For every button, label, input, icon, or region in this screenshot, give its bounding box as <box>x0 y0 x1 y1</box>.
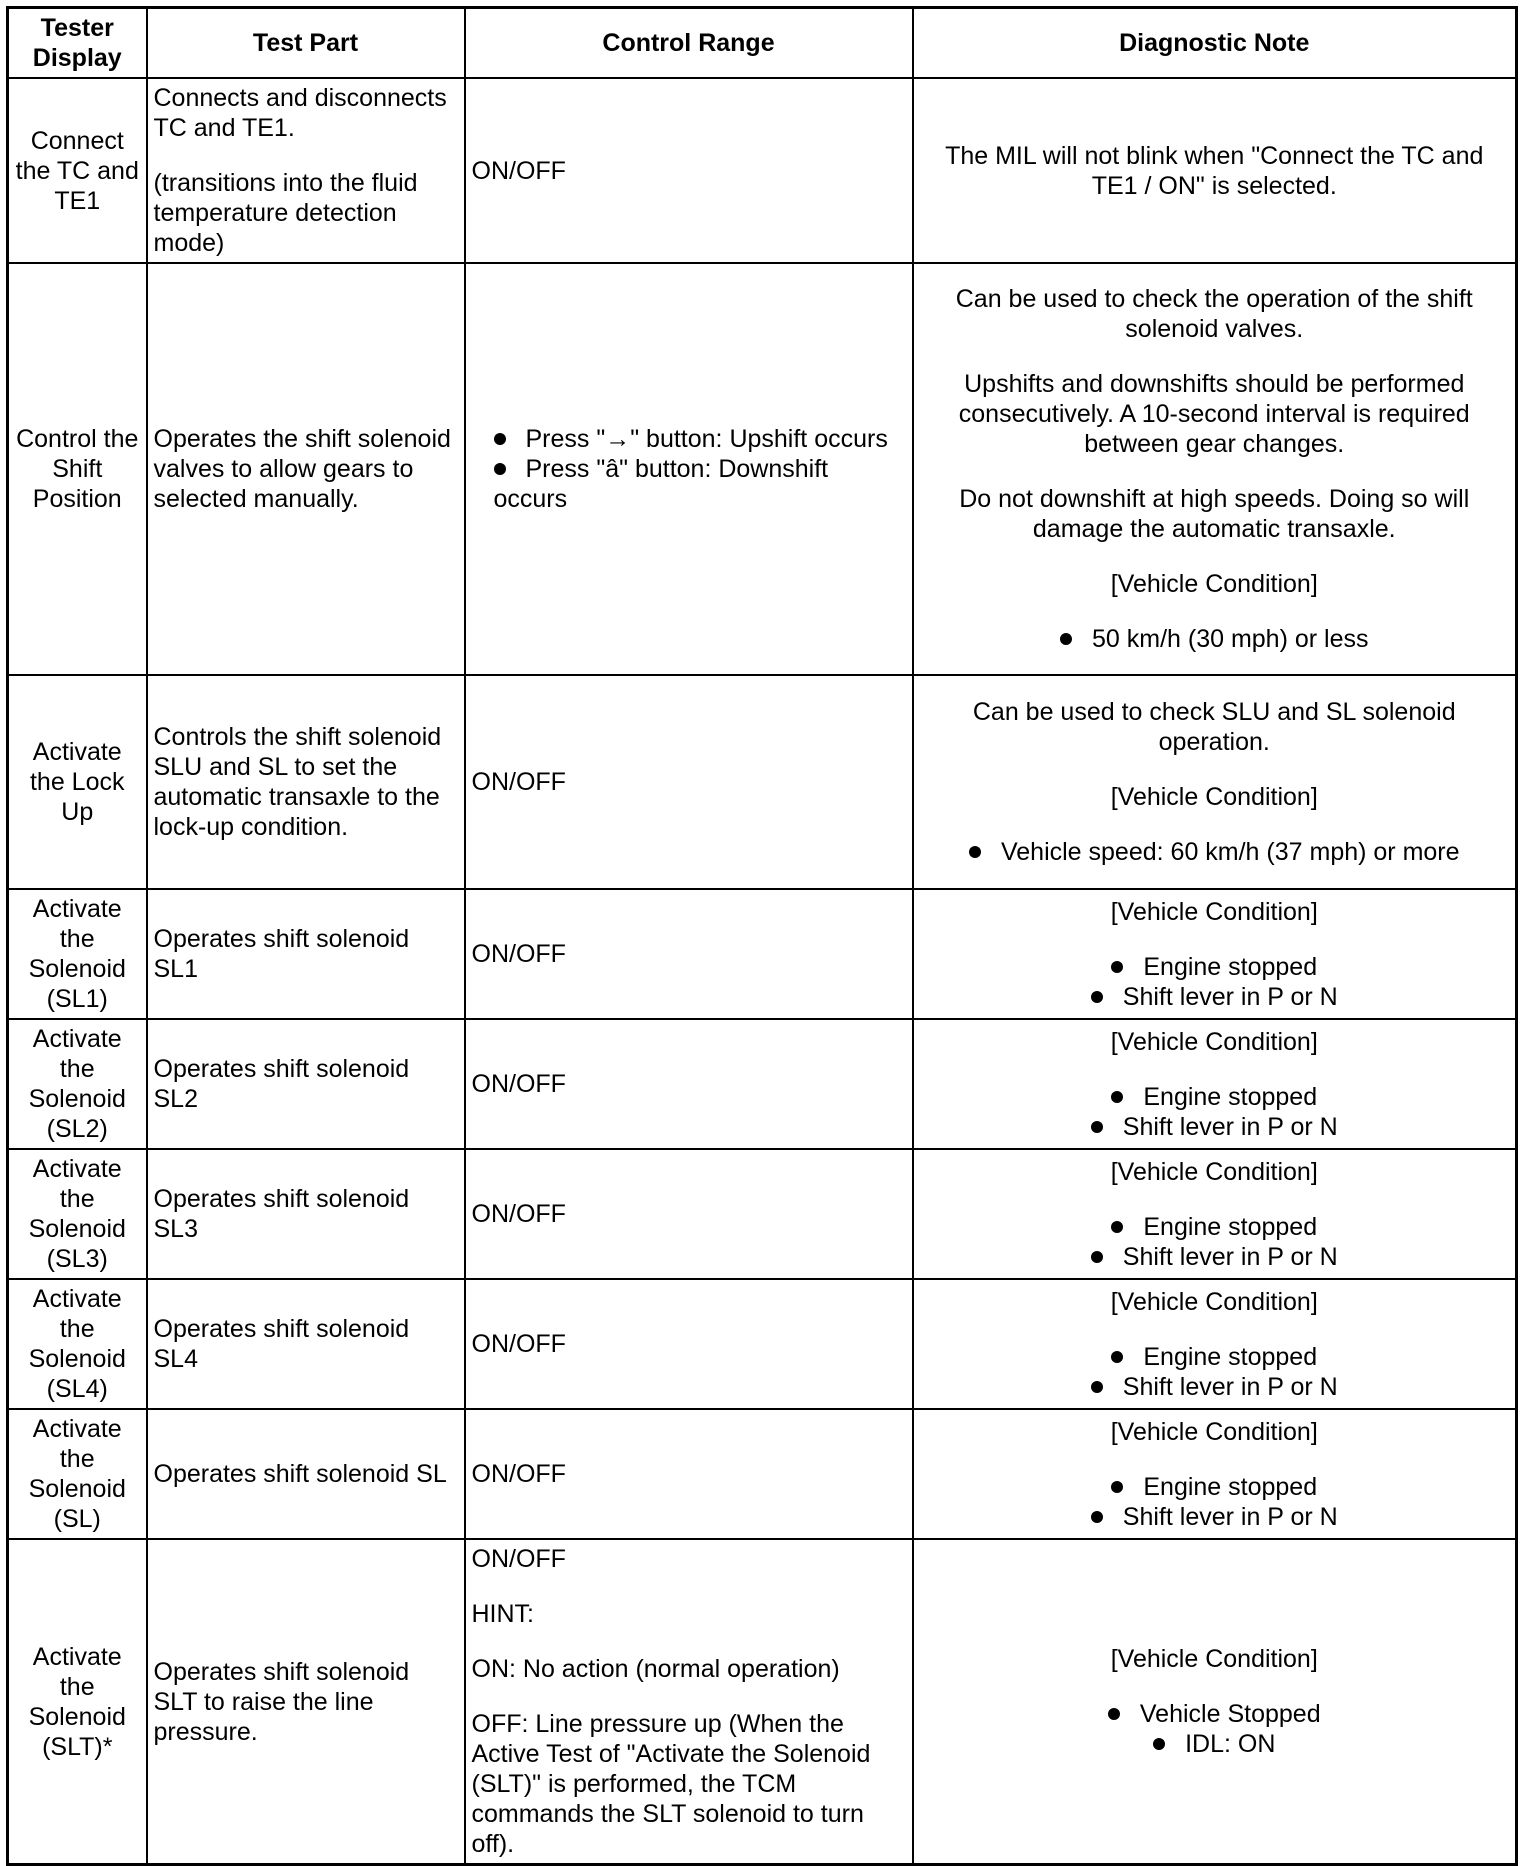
diagnostic-note-cell <box>913 1149 1517 1279</box>
note-text: Can be used to check SLU and SL solenoid operation. <box>972 698 1456 756</box>
condition-list <box>920 952 1510 1012</box>
list-item <box>920 1112 1510 1142</box>
list-item-text: Engine stopped <box>1143 1342 1318 1371</box>
tester-display-cell: Activate the Solenoid (SL3) <box>8 1149 147 1279</box>
range-text: OFF: Line pressure up (When the Active Test of "Activate the Solenoid (SLT)" is performed, the TCM commands the SLT solenoid to turn off). <box>471 1710 871 1858</box>
control-range-cell: ON/OFF <box>465 1149 913 1279</box>
tester-display-cell: Control the Shift Position <box>8 263 147 675</box>
list-item <box>920 1242 1510 1272</box>
test-part-cell: Operates shift solenoid SL <box>147 1409 465 1539</box>
test-part-cell: Operates shift solenoid SL1 <box>147 889 465 1019</box>
condition-list <box>920 837 1510 867</box>
list-item-text: Shift lever in P or N <box>1122 1502 1338 1531</box>
bullet-icon <box>1060 633 1072 645</box>
test-part-cell: Operates shift solenoid SLT to raise the line pressure. <box>147 1539 465 1865</box>
diagnostic-note-cell <box>913 675 1517 889</box>
control-range-list <box>472 424 906 514</box>
diagnostic-note-cell <box>913 1409 1517 1539</box>
tester-display-cell: Connect the TC and TE1 <box>8 78 147 263</box>
bullet-icon <box>1091 1121 1103 1133</box>
table-row <box>8 1279 1517 1409</box>
control-range-cell: ON/OFF <box>465 1019 913 1149</box>
test-part-cell <box>147 78 465 263</box>
control-range-cell: ON/OFF <box>465 78 913 263</box>
list-item <box>920 1212 1510 1242</box>
tester-display-cell: Activate the Solenoid (SL2) <box>8 1019 147 1149</box>
bullet-icon <box>1108 1708 1120 1720</box>
list-item-text: Engine stopped <box>1143 952 1318 981</box>
range-text: HINT: <box>471 1600 534 1628</box>
test-part-text: Connects and disconnects TC and TE1. <box>153 84 447 142</box>
diagnostic-note-cell <box>913 1279 1517 1409</box>
tester-display-cell: Activate the Solenoid (SL) <box>8 1409 147 1539</box>
list-item <box>920 1729 1510 1759</box>
list-item <box>494 454 906 514</box>
list-item-text: Shift lever in P or N <box>1122 1372 1338 1401</box>
list-item-text: Press "â" button: Downshift occurs <box>493 455 829 513</box>
control-range-cell <box>465 263 913 675</box>
tester-display-cell: Activate the Lock Up <box>8 675 147 889</box>
table-row <box>8 1409 1517 1539</box>
test-part-cell: Controls the shift solenoid SLU and SL to set the automatic transaxle to the lock-up condition. <box>147 675 465 889</box>
header-diagnostic-note: Diagnostic Note <box>913 8 1517 79</box>
note-text: Do not downshift at high speeds. Doing so will damage the automatic transaxle. <box>959 485 1470 543</box>
test-part-cell: Operates shift solenoid SL3 <box>147 1149 465 1279</box>
list-item <box>920 1502 1510 1532</box>
list-item-text: Shift lever in P or N <box>1122 1112 1338 1141</box>
list-item <box>920 1342 1510 1372</box>
bullet-icon <box>1111 1091 1123 1103</box>
note-text: Can be used to check the operation of the shift solenoid valves. <box>955 285 1473 343</box>
bullet-icon <box>1091 1381 1103 1393</box>
diagnostic-note-cell: The MIL will not blink when "Connect the TC and TE1 / ON" is selected. <box>913 78 1517 263</box>
test-part-cell: Operates the shift solenoid valves to allow gears to selected manually. <box>147 263 465 675</box>
list-item-text: IDL: ON <box>1185 1730 1276 1758</box>
bullet-icon <box>494 463 506 475</box>
condition-list <box>920 1472 1510 1532</box>
bullet-icon <box>969 846 981 858</box>
note-text: [Vehicle Condition] <box>1110 1027 1318 1056</box>
condition-list <box>920 1342 1510 1402</box>
note-text: [Vehicle Condition] <box>1110 1417 1318 1446</box>
table-row <box>8 1149 1517 1279</box>
control-range-cell: ON/OFF <box>465 675 913 889</box>
bullet-icon <box>1111 961 1123 973</box>
range-text: ON: No action (normal operation) <box>471 1655 840 1683</box>
table-row <box>8 78 1517 263</box>
list-item-text: Vehicle Stopped <box>1139 1700 1321 1728</box>
control-range-cell: ON/OFF <box>465 1279 913 1409</box>
header-row <box>8 8 1517 79</box>
list-item <box>920 1699 1510 1729</box>
condition-list <box>920 1699 1510 1759</box>
header-control-range: Control Range <box>465 8 913 79</box>
tester-display-cell: Activate the Solenoid (SL4) <box>8 1279 147 1409</box>
list-item <box>920 1372 1510 1402</box>
tester-display-cell: Activate the Solenoid (SLT)* <box>8 1539 147 1865</box>
list-item-text: Engine stopped <box>1143 1212 1318 1241</box>
active-test-table-sheet <box>6 6 1515 1858</box>
table-row <box>8 889 1517 1019</box>
range-text: ON/OFF <box>471 1545 566 1573</box>
note-text: Upshifts and downshifts should be performed consecutively. A 10-second interval is required between gear changes. <box>958 370 1470 458</box>
list-item <box>920 982 1510 1012</box>
list-item <box>494 424 906 454</box>
bullet-icon <box>1091 1511 1103 1523</box>
table-row <box>8 675 1517 889</box>
bullet-icon <box>1091 1251 1103 1263</box>
bullet-icon <box>1111 1481 1123 1493</box>
table-row <box>8 1019 1517 1149</box>
bullet-icon <box>1153 1738 1165 1750</box>
list-item-text: Shift lever in P or N <box>1122 1242 1338 1271</box>
note-text: [Vehicle Condition] <box>1110 897 1318 926</box>
bullet-icon <box>494 433 506 445</box>
test-part-text: (transitions into the fluid temperature detection mode) <box>153 169 418 257</box>
header-tester-display: Tester Display <box>8 8 147 79</box>
condition-list <box>920 1212 1510 1272</box>
note-text: [Vehicle Condition] <box>1110 783 1318 811</box>
note-text: [Vehicle Condition] <box>1110 1645 1318 1673</box>
bullet-icon <box>1111 1221 1123 1233</box>
test-part-cell: Operates shift solenoid SL2 <box>147 1019 465 1149</box>
condition-list <box>920 624 1510 654</box>
bullet-icon <box>1111 1351 1123 1363</box>
header-test-part: Test Part <box>147 8 465 79</box>
test-part-cell: Operates shift solenoid SL4 <box>147 1279 465 1409</box>
list-item-text: 50 km/h (30 mph) or less <box>1092 625 1369 653</box>
control-range-cell: ON/OFF <box>465 889 913 1019</box>
diagnostic-note-cell <box>913 263 1517 675</box>
active-test-table <box>6 6 1518 1866</box>
note-text: [Vehicle Condition] <box>1110 570 1318 598</box>
list-item <box>920 837 1510 867</box>
diagnostic-note-cell <box>913 1019 1517 1149</box>
list-item <box>920 624 1510 654</box>
list-item-text: Vehicle speed: 60 km/h (37 mph) or more <box>1000 838 1460 866</box>
list-item-text: Press "→" button: Upshift occurs <box>525 425 888 453</box>
bullet-icon <box>1091 991 1103 1003</box>
list-item <box>920 952 1510 982</box>
list-item-text: Engine stopped <box>1143 1082 1318 1111</box>
diagnostic-note-cell <box>913 889 1517 1019</box>
control-range-cell: ON/OFF <box>465 1409 913 1539</box>
tester-display-cell: Activate the Solenoid (SL1) <box>8 889 147 1019</box>
note-text: [Vehicle Condition] <box>1110 1157 1318 1186</box>
note-text: [Vehicle Condition] <box>1110 1287 1318 1316</box>
list-item-text: Shift lever in P or N <box>1122 982 1338 1011</box>
list-item <box>920 1472 1510 1502</box>
table-row <box>8 263 1517 675</box>
list-item-text: Engine stopped <box>1143 1472 1318 1501</box>
condition-list <box>920 1082 1510 1142</box>
list-item <box>920 1082 1510 1112</box>
